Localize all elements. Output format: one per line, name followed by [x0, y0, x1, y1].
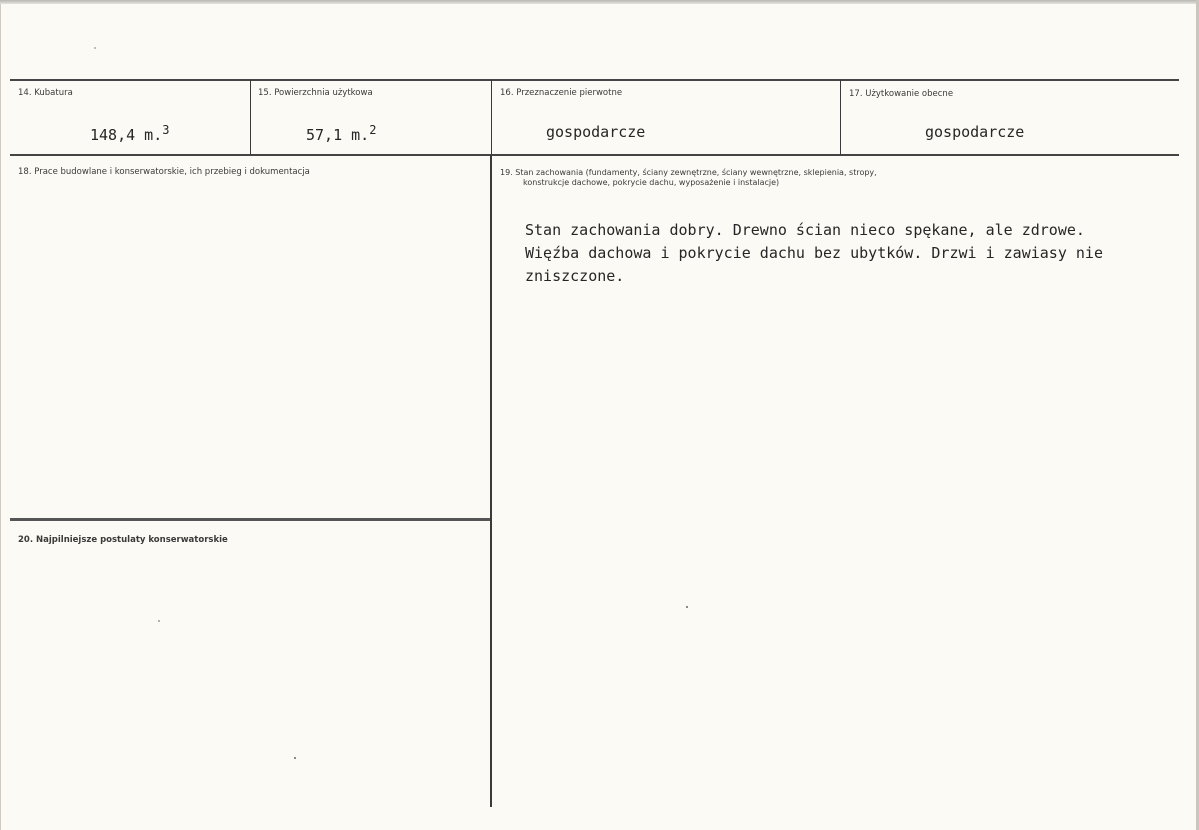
field-17-value: gospodarcze [925, 123, 1025, 141]
field-15-label: 15. Powierzchnia użytkowa [258, 88, 373, 98]
field-19-label-line2: konstrukcje dachowe, pokrycie dachu, wyposażenie i instalacje) [523, 178, 780, 187]
scan-speck [686, 606, 688, 608]
divider-main [490, 155, 492, 807]
divider-14-15 [250, 80, 251, 155]
field-19-label-line1: 19. Stan zachowania (fundamenty, ściany zewnętrzne, ściany wewnętrzne, sklepienia, stropy, [500, 168, 877, 177]
field-18-label: 18. Prace budowlane i konserwatorskie, ich przebieg i dokumentacja [18, 167, 310, 177]
field-14-value: 148,4 m.$^3$ [90, 123, 170, 144]
section-rule-left [10, 518, 490, 521]
top-rule [10, 79, 1179, 81]
divider-15-16 [491, 80, 492, 155]
scan-speck [294, 757, 296, 759]
divider-16-17 [840, 80, 841, 155]
field-19-text: Stan zachowania dobry. Drewno ścian nieco spękane, ale zdrowe. Więźba dachowa i pokrycie dachu bez ubytków. Drzwi i zawiasy nie zniszczone. [525, 221, 1103, 285]
field-14-label: 14. Kubatura [18, 88, 73, 98]
field-16-label: 16. Przeznaczenie pierwotne [500, 88, 623, 98]
field-16-value: gospodarcze [546, 123, 646, 141]
field-20-label: 20. Najpilniejsze postulaty konserwatorskie [18, 535, 228, 545]
scan-speck [94, 47, 96, 49]
row-rule [10, 154, 1179, 156]
field-15-value: 57,1 m.$^2$ [306, 123, 377, 144]
scan-speck [158, 620, 160, 622]
field-17-label: 17. Użytkowanie obecne [849, 89, 954, 99]
